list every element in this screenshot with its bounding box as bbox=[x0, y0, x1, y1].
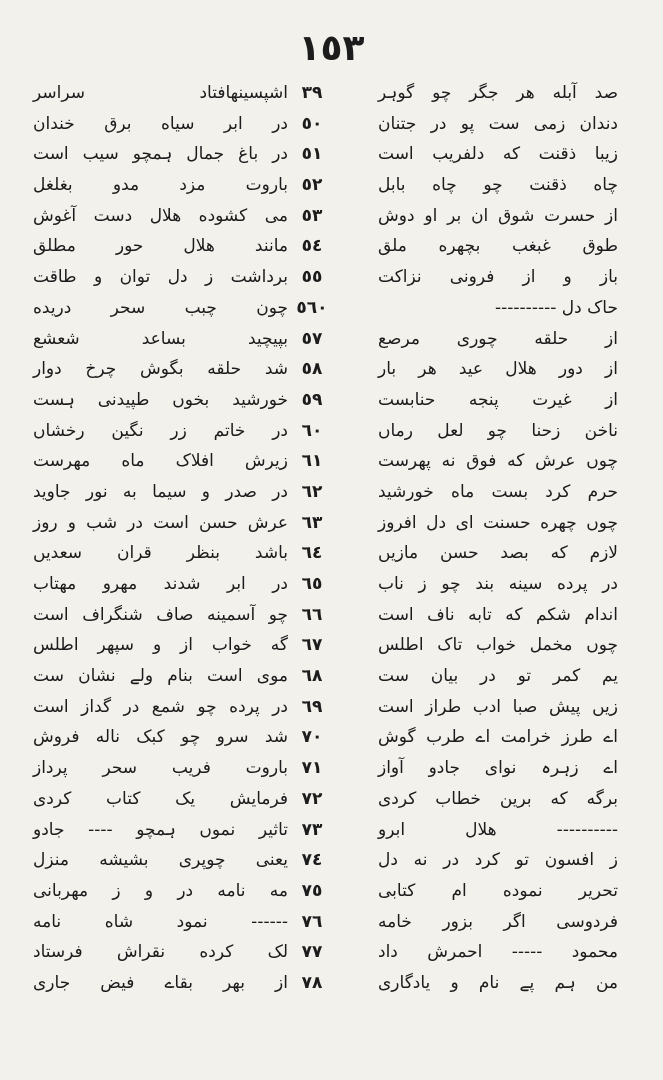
left-verse: بپیچید بساعد شعشع bbox=[33, 328, 288, 349]
verse-number: ٧٢ bbox=[301, 788, 323, 809]
verse-number: ٦١ bbox=[301, 451, 323, 472]
right-verse: من ہم پے نام و یادگاری bbox=[378, 972, 618, 993]
verse-row bbox=[0, 876, 663, 907]
verse-number: ٦٣ bbox=[301, 512, 323, 533]
verse-number: ٥٢ bbox=[301, 175, 323, 196]
right-verse: از حلقه چوری مرصع bbox=[378, 328, 618, 349]
right-verse: حرم کرد بست ماه خورشید bbox=[378, 481, 618, 502]
left-verse: عرش حسن است در شب و روز bbox=[33, 512, 288, 533]
verse-row bbox=[0, 722, 663, 753]
verse-number: ٥٤ bbox=[301, 236, 323, 257]
left-verse: در خاتم زر نگین رخشاں bbox=[33, 420, 288, 441]
verse-number: ٧٧ bbox=[301, 942, 323, 963]
right-verse: باز و از فرونی نزاکت bbox=[378, 267, 618, 288]
verse-row bbox=[0, 477, 663, 508]
verse-row bbox=[0, 569, 663, 600]
right-verse: از غیرت پنجه حنابست bbox=[378, 389, 618, 410]
right-verse: زیبا ذقنت که دلفریب است bbox=[378, 144, 618, 165]
verse-number: ٧٥ bbox=[301, 880, 323, 901]
left-verse: اشپسینهافتاد سراسر bbox=[33, 83, 288, 103]
left-verse: باروت فریب سحر پرداز bbox=[33, 758, 288, 779]
left-verse: گه خواب از و سپهر اطلس bbox=[33, 635, 288, 656]
verse-number: ٥١ bbox=[301, 144, 323, 165]
verse-row bbox=[0, 170, 663, 201]
left-verse: باشد بنظر قران سعدیں bbox=[33, 543, 288, 564]
left-verse: می کشوده هلال دست آغوش bbox=[33, 205, 288, 226]
left-verse: تاثیر نموں ہمچو ---- جادو bbox=[33, 819, 288, 840]
right-verse: ---------- هلال ابرو bbox=[378, 819, 618, 840]
right-verse: چوں عرش که فوق نه پهرست bbox=[378, 451, 618, 472]
verse-number: ٦٨ bbox=[301, 666, 323, 687]
right-verse: چوں مخمل خواب تاک اطلس bbox=[378, 635, 618, 656]
left-verse: در ابر سیاه برق خندان bbox=[33, 113, 288, 134]
verse-lines bbox=[0, 78, 663, 999]
verse-number: ٧٤ bbox=[301, 850, 323, 871]
verse-row bbox=[0, 784, 663, 815]
left-verse: باروت مزد مدو بغلغل bbox=[33, 175, 288, 196]
verse-row bbox=[0, 78, 663, 109]
left-verse: مانند هلال حور مطلق bbox=[33, 236, 288, 257]
left-verse: خورشید بخوں طپیدنی ہست bbox=[33, 389, 288, 410]
verse-number: ٥٦٠ bbox=[296, 297, 328, 318]
verse-row bbox=[0, 845, 663, 876]
left-verse: موی است بنام ولے نشان ست bbox=[33, 666, 288, 687]
left-verse: فرمایش یک کتاب کردی bbox=[33, 788, 288, 809]
left-verse: چون چبب سحر دریده bbox=[33, 297, 288, 318]
verse-number: ٧١ bbox=[301, 758, 323, 779]
left-verse: از بهر بقاے فیض جاری bbox=[33, 972, 288, 993]
right-verse: صد آبله هر جگر چو گوہر bbox=[378, 83, 618, 103]
left-verse: شد سرو چو کبک ناله فروش bbox=[33, 727, 288, 748]
right-verse: زیں پیش صبا ادب طراز است bbox=[378, 696, 618, 717]
verse-number: ٧٦ bbox=[301, 911, 323, 932]
left-verse: لک کرده نقراش فرستاد bbox=[33, 942, 288, 963]
verse-number: ٦٧ bbox=[301, 635, 323, 656]
verse-number: ٧٣ bbox=[301, 819, 323, 840]
verse-number: ٥٧ bbox=[301, 328, 323, 349]
left-verse: چو آسمینه صاف شنگراف است bbox=[33, 604, 288, 625]
right-verse: حاک دل ---------- bbox=[495, 297, 618, 318]
verse-row bbox=[0, 416, 663, 447]
right-verse: برگه که برین خطاب کردی bbox=[378, 788, 618, 809]
verse-row bbox=[0, 324, 663, 355]
left-verse: در باغ جمال ہمچو سیب است bbox=[33, 144, 288, 165]
right-verse: محمود ----- احمرش داد bbox=[378, 942, 618, 963]
left-verse: برداشت ز دل توان و طاقت bbox=[33, 267, 288, 288]
verse-row bbox=[0, 109, 663, 140]
verse-row bbox=[0, 600, 663, 631]
verse-row bbox=[0, 968, 663, 999]
right-verse: اندام شکم که تابه ناف است bbox=[378, 604, 618, 625]
left-verse: مه نامه در و ز مهربانی bbox=[33, 880, 288, 901]
verse-number: ٦٤ bbox=[301, 543, 323, 564]
right-verse: فردوسی اگر بزور خامه bbox=[378, 911, 618, 932]
verse-row bbox=[0, 201, 663, 232]
right-verse: در پرده سینه بند چو ز ناب bbox=[378, 574, 618, 594]
verse-row bbox=[0, 262, 663, 293]
verse-number: ٦٢ bbox=[301, 481, 323, 502]
right-verse: لازم که بصد حسن مازیں bbox=[378, 543, 618, 564]
verse-row bbox=[0, 446, 663, 477]
verse-row bbox=[0, 692, 663, 723]
left-verse: شد حلقه بگوش چرخ دوار bbox=[33, 359, 288, 380]
verse-number: ٥٠ bbox=[301, 113, 323, 134]
left-verse: ------ نمود شاه نامه bbox=[33, 911, 288, 932]
left-verse: در صدر و سیما به نور جاوید bbox=[33, 481, 288, 502]
verse-number: ٥٨ bbox=[301, 359, 323, 380]
right-verse: اے زہرہ نوای جادو آواز bbox=[378, 758, 618, 779]
verse-number: ٧٠ bbox=[301, 727, 323, 748]
right-verse: ز افسون تو کرد در نه دل bbox=[378, 850, 618, 871]
verse-row bbox=[0, 538, 663, 569]
verse-row bbox=[0, 293, 663, 324]
verse-row bbox=[0, 139, 663, 170]
right-verse: تحریر نموده ام کتابی bbox=[378, 880, 618, 901]
right-verse: چاه ذقنت چو چاه بابل bbox=[378, 175, 618, 196]
right-verse: طوق غبغب بچهره ملق bbox=[378, 236, 618, 257]
verse-number: ٧٨ bbox=[301, 972, 323, 993]
verse-row bbox=[0, 907, 663, 938]
verse-row bbox=[0, 661, 663, 692]
verse-row bbox=[0, 630, 663, 661]
verse-number: ٦٦ bbox=[301, 604, 323, 625]
left-verse: زیرش افلاک ماه مهرست bbox=[33, 451, 288, 472]
left-verse: یعنی چوپری بشیشه منزل bbox=[33, 850, 288, 871]
page-number: ١٥٣ bbox=[298, 28, 365, 69]
right-verse: یم کمر تو در بیان ست bbox=[378, 666, 618, 687]
verse-row bbox=[0, 753, 663, 784]
verse-number: ٥٩ bbox=[301, 389, 323, 410]
right-verse: از حسرت شوق ان بر او دوش bbox=[378, 205, 618, 226]
verse-row bbox=[0, 508, 663, 539]
verse-number: ٦٠ bbox=[301, 420, 323, 441]
left-verse: در پرده چو شمع در گداز است bbox=[33, 696, 288, 717]
right-verse: از دور هلال عید هر بار bbox=[378, 359, 618, 380]
verse-row bbox=[0, 354, 663, 385]
right-verse: چوں چهره حسنت ای دل افروز bbox=[378, 512, 618, 533]
right-verse: اے طرز خرامت اے طرب گوش bbox=[378, 727, 618, 748]
verse-row bbox=[0, 937, 663, 968]
right-verse: ناخن زحنا چو لعل رماں bbox=[378, 420, 618, 441]
verse-row bbox=[0, 815, 663, 846]
verse-row bbox=[0, 385, 663, 416]
verse-number: ٥٥ bbox=[301, 267, 323, 288]
left-verse: در ابر شدند مهرو مهتاب bbox=[33, 574, 288, 594]
right-verse: دندان زمی ست پو در جتنان bbox=[378, 113, 618, 134]
verse-number: ٦٥ bbox=[301, 574, 323, 594]
verse-number: ٣٩ bbox=[301, 83, 323, 103]
verse-number: ٦٩ bbox=[301, 696, 323, 717]
verse-number: ٥٣ bbox=[301, 205, 323, 226]
verse-row bbox=[0, 231, 663, 262]
